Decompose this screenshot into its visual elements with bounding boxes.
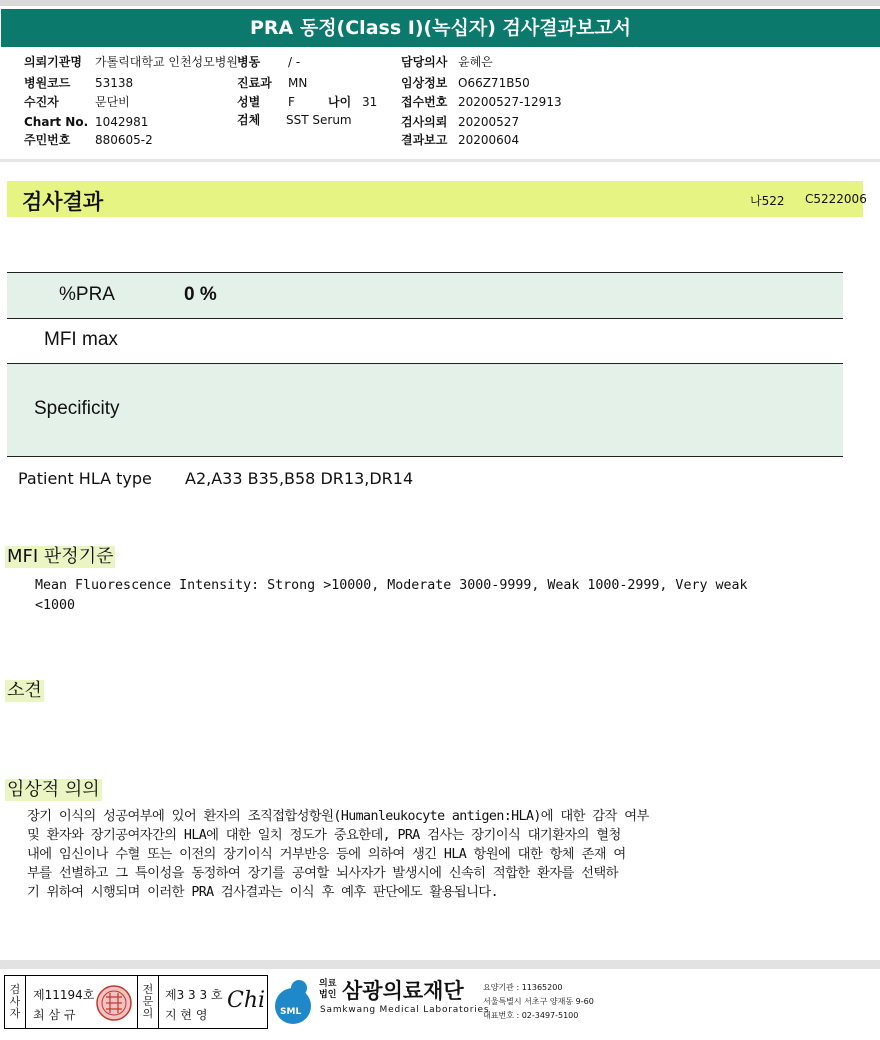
significance-line: 기 위하여 시행되며 이러한 PRA 검사결과는 이식 후 예후 판단에도 활용됩니다. — [27, 885, 499, 900]
id-value: 880605-2 — [95, 133, 153, 147]
mfi-criteria-line-1: Mean Fluorescence Intensity: Strong >10000, Moderate 3000-9999, Weak 1000-2999, Very weak — [35, 578, 748, 593]
significance-line: 및 환자와 장기공여자간의 HLA에 대한 일치 정도가 중요한데, PRA 검사는 장기이식 대기환자의 혈청 — [27, 828, 621, 843]
report-value: 20200604 — [458, 133, 520, 147]
significance-line: 내에 임신이나 수혈 또는 이전의 장기이식 거부반응 등에 의하여 생긴 HLA 항원에 대한 항체 존재 여 — [27, 847, 626, 862]
specialist-vert-char: 전 — [142, 983, 154, 996]
examiner-name: 최 삼 규 — [33, 1008, 76, 1022]
patient-info — [0, 53, 880, 153]
chart-value: 1042981 — [95, 115, 149, 129]
mfi-criteria-line-2: <1000 — [35, 598, 76, 613]
signature-box — [4, 975, 268, 1029]
department-label: 진료과 — [237, 76, 272, 90]
mfi-row — [7, 318, 843, 363]
results-table — [7, 272, 843, 458]
results-title: 검사결과 — [22, 190, 104, 214]
specialist-license: 제3 3 3 호 — [165, 988, 223, 1002]
specialist-vertical — [137, 976, 159, 1028]
significance-line: 부를 선별하고 그 특이성을 동정하여 장기를 공여할 뇌사자가 발생시에 신속히 적합한 환자를 선택하 — [27, 866, 618, 881]
specimen-value: SST Serum — [286, 113, 352, 127]
request-value: 20200527 — [458, 115, 520, 129]
org-prefix-line: 의료 — [319, 979, 337, 989]
sml-logo-text: SML — [280, 1007, 302, 1017]
sml-logo-icon — [271, 976, 315, 1026]
sml-logo — [271, 976, 315, 1026]
significance-line: 장기 이식의 성공여부에 있어 환자의 조직접합성항원(Humanleukocyte antigen:HLA)에 대한 감작 여부 — [27, 809, 649, 824]
request-label: 검사의뢰 — [401, 115, 448, 129]
signature: Chi — [227, 988, 266, 1013]
org-name: 삼광의료재단 — [342, 979, 464, 1003]
id-label: 주민번호 — [24, 133, 71, 147]
examiner-vert-char: 자 — [9, 1007, 21, 1020]
specificity-label: Specificity — [34, 398, 120, 419]
specialist-vert-char: 문 — [142, 995, 154, 1008]
report-label: 결과보고 — [401, 133, 448, 147]
org-code: 요양기관 : 11365200 — [483, 983, 563, 992]
receipt-label: 접수번호 — [401, 95, 448, 109]
hla-value: A2,A33 B35,B58 DR13,DR14 — [185, 469, 414, 488]
hla-row — [18, 469, 618, 491]
org-prefix — [319, 979, 336, 1001]
hla-label: Patient HLA type — [18, 469, 152, 488]
specialist-vert-char: 의 — [142, 1007, 154, 1020]
specialist-name: 지 현 영 — [165, 1008, 208, 1022]
top-border — [0, 0, 880, 6]
org-phone: 대표번호 : 02-3497-5100 — [483, 1011, 579, 1020]
age-label: 나이 — [328, 95, 352, 109]
specificity-row — [7, 363, 843, 457]
sex-label: 성별 — [237, 95, 261, 109]
sex-value: F — [288, 95, 295, 109]
clinical-info-label: 임상정보 — [401, 76, 448, 90]
institution-value: 가톨릭대학교 인천성모병원 — [95, 55, 238, 69]
seal-icon — [95, 984, 133, 1022]
opinion-heading: 소견 — [7, 680, 42, 701]
ward-label: 병동 — [237, 55, 261, 69]
mfi-label: MFI max — [44, 329, 118, 350]
org-contact — [483, 981, 594, 1023]
significance-heading: 임상적 의의 — [7, 779, 100, 800]
examinee-value: 문단비 — [95, 95, 130, 109]
age-value: 31 — [362, 95, 378, 109]
examiner-vert-char: 사 — [9, 995, 21, 1008]
results-code-2: C5222006 — [805, 192, 867, 206]
hospital-code-value: 53138 — [95, 76, 134, 90]
pra-value: 0 % — [184, 284, 217, 305]
org-english-name: Samkwang Medical Laboratories — [320, 1005, 490, 1015]
divider — [0, 159, 880, 162]
pra-label: %PRA — [59, 284, 115, 305]
ward-value: / - — [288, 55, 301, 69]
clinical-info-value: O66Z71B50 — [458, 76, 530, 90]
report-title: PRA 동정(Class I)(녹십자) 검사결과보고서 — [1, 9, 880, 47]
examiner-vert-char: 검 — [9, 983, 21, 996]
department-value: MN — [288, 76, 308, 90]
doctor-label: 담당의사 — [401, 55, 448, 69]
institution-label: 의뢰기관명 — [24, 55, 82, 69]
specimen-label: 검체 — [237, 113, 261, 127]
examinee-label: 수진자 — [24, 95, 59, 109]
mfi-criteria-heading: MFI 판정기준 — [7, 546, 114, 567]
footer-divider — [0, 960, 880, 969]
hospital-code-label: 병원코드 — [24, 76, 71, 90]
org-address: 서울특별시 서초구 양재동 9-60 — [483, 997, 594, 1006]
results-code-1: 나522 — [750, 194, 785, 208]
results-bar — [7, 181, 867, 217]
examiner-license: 제11194호 — [33, 988, 95, 1002]
org-prefix-line: 법인 — [319, 990, 337, 1000]
significance-body — [27, 807, 847, 902]
chart-label: Chart No. — [24, 115, 89, 129]
examiner-vertical — [5, 976, 26, 1028]
receipt-value: 20200527-12913 — [458, 95, 562, 109]
doctor-value: 윤혜은 — [458, 55, 493, 69]
pra-row — [7, 272, 843, 318]
